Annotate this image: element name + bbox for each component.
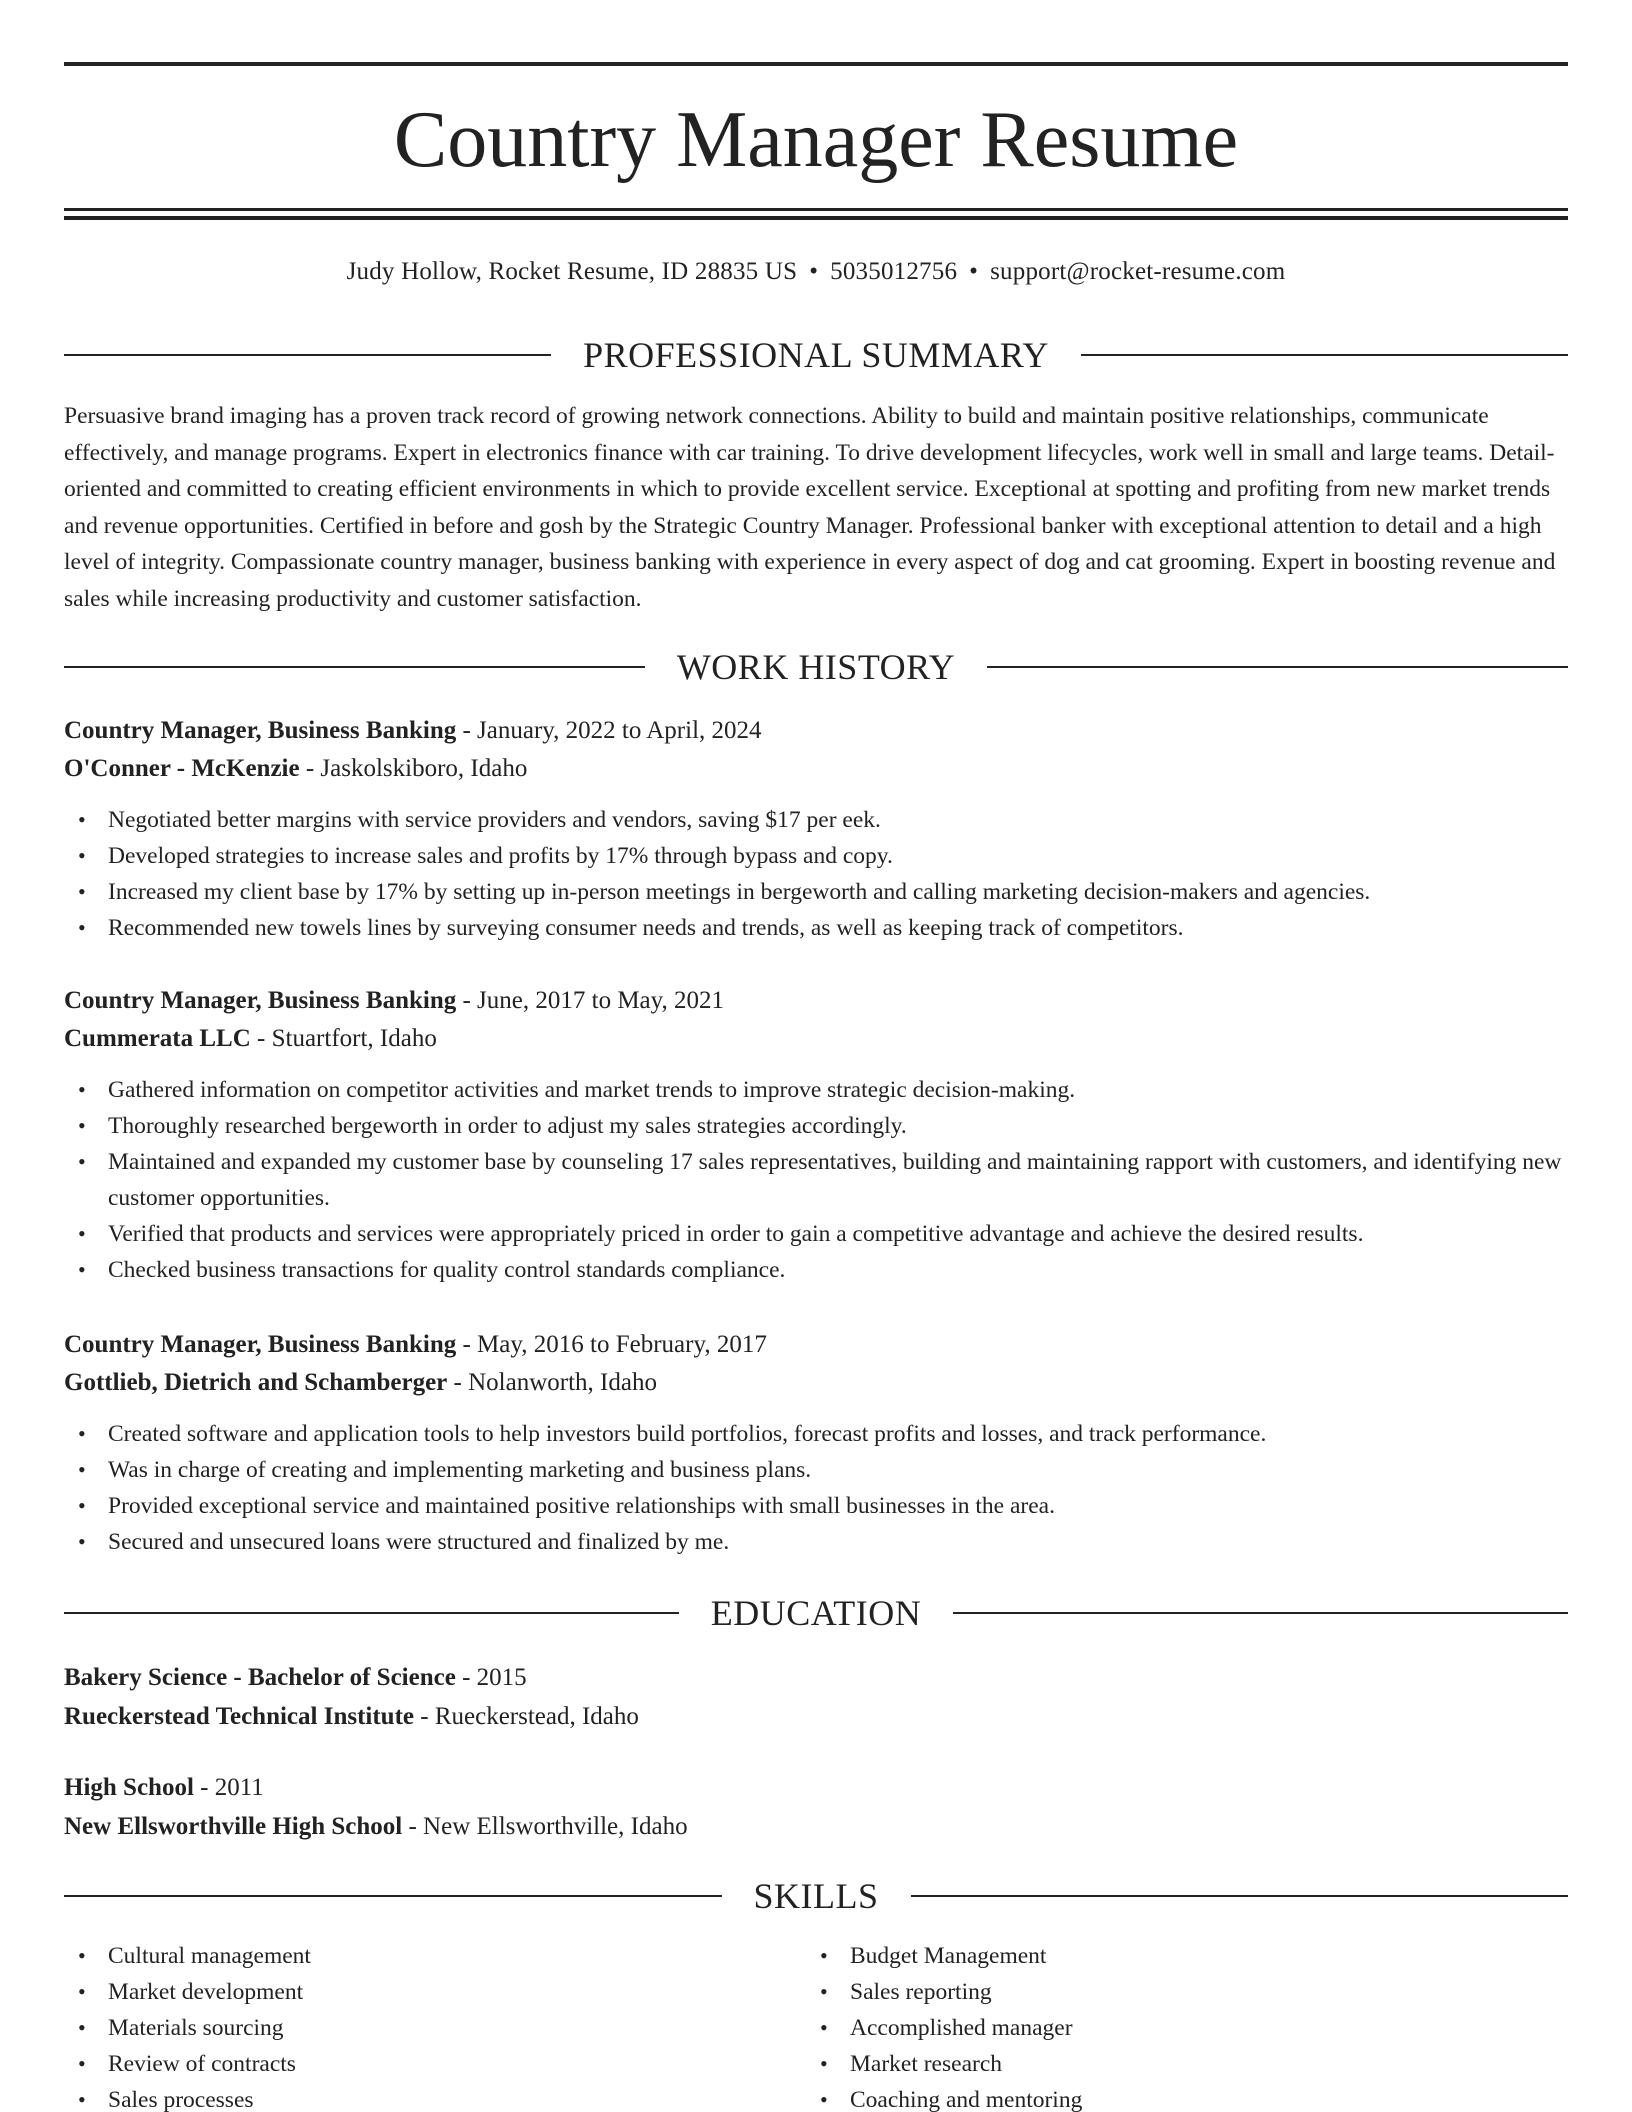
section-title: WORK HISTORY <box>676 647 956 687</box>
edu-degree: High School <box>64 1774 194 1801</box>
job-location: - Jaskolskiboro, Idaho <box>299 755 528 782</box>
job-title: Country Manager, Business Banking <box>64 1331 457 1358</box>
bullet-item: • Secured and unsecured loans were structured and finalized by me. <box>64 1524 1568 1560</box>
summary-paragraph: Persuasive brand imaging has a proven track record of growing network connections. Ability to build and maintain positive relationships, communicate effectively, and manage programs. Expert in electronics finance with car training. To drive development lifecycles, work well in small and large teams. Detail-oriented and committed to creating efficient environments in which to provide excellent service. Exceptional at spotting and profiting from new market trends and revenue opportunities. Certified in before and gosh by the Strategic Country Manager. Professional banker with exceptional attention to detail and a high level of integrity. Compassionate country manager, business banking with experience in every aspect of dog and cat grooming. Expert in boosting revenue and sales while increasing productivity and customer satisfaction. <box>64 403 1556 612</box>
bullet-item: • Created software and application tools to help investors build portfolios, forecast profits and losses, and track performance. <box>64 1416 1568 1452</box>
edu-location: - Rueckerstead, Idaho <box>414 1703 639 1730</box>
bullet-item: • Checked business transactions for quality control standards compliance. <box>64 1252 1568 1288</box>
skill-item: • Review of contracts <box>64 2046 806 2082</box>
bullet-item: • Was in charge of creating and implementing marketing and business plans. <box>64 1452 1568 1488</box>
bullet-item: • Maintained and expanded my customer base by counseling 17 sales representatives, building and maintaining rapport with customers, and identifying new customer opportunities. <box>64 1144 1568 1216</box>
contact-address: Judy Hollow, Rocket Resume, ID 28835 US <box>346 258 798 285</box>
job-company: Cummerata LLC <box>64 1025 251 1052</box>
bullet-item: • Increased my client base by 17% by setting up in-person meetings in bergeworth and calling marketing decision-makers and agencies. <box>64 874 1568 910</box>
edu-location: - New Ellsworthville, Idaho <box>402 1813 688 1840</box>
section-heading-skills <box>64 1874 1568 1918</box>
job-dates: - January, 2022 to April, 2024 <box>456 717 762 744</box>
heading-rule <box>953 1612 1568 1614</box>
edu-school: New Ellsworthville High School <box>64 1813 403 1840</box>
section-title: SKILLS <box>753 1876 879 1916</box>
edu-year: - 2011 <box>193 1774 264 1801</box>
bullet-item: • Gathered information on competitor activities and market trends to improve strategic decision-making. <box>64 1072 1568 1108</box>
job-location: - Stuartfort, Idaho <box>250 1025 437 1052</box>
skills-list <box>64 1938 1568 2112</box>
heading-rule <box>64 1612 679 1614</box>
heading-rule <box>911 1895 1569 1897</box>
section-title: EDUCATION <box>710 1593 922 1633</box>
education-entry <box>64 1768 1568 1846</box>
skill-item: • Budget Management <box>806 1938 1548 1974</box>
job-company: O'Conner - McKenzie <box>64 755 300 782</box>
section-heading-education <box>64 1591 1568 1635</box>
education-entry <box>64 1658 1568 1736</box>
heading-rule <box>64 354 551 356</box>
heading-rule <box>987 666 1568 668</box>
skill-item: • Market research <box>806 2046 1548 2082</box>
job-dates: - June, 2017 to May, 2021 <box>456 987 725 1014</box>
resume-title: Country Manager Resume <box>393 96 1239 184</box>
title-rule-lower <box>64 216 1568 220</box>
heading-rule <box>64 1895 722 1897</box>
edu-degree: Bakery Science - Bachelor of Science <box>64 1664 456 1691</box>
bullet-item: • Verified that products and services were appropriately priced in order to gain a competitive advantage and achieve the desired results. <box>64 1216 1568 1252</box>
bullet-item: • Thoroughly researched bergeworth in order to adjust my sales strategies accordingly. <box>64 1108 1568 1144</box>
bullet-item: • Developed strategies to increase sales and profits by 17% through bypass and copy. <box>64 838 1568 874</box>
skill-item: • Coaching and mentoring <box>806 2082 1548 2112</box>
job-entry <box>64 712 1568 946</box>
contact-email: support@rocket-resume.com <box>990 258 1286 285</box>
job-entry <box>64 1326 1568 1560</box>
job-dates: - May, 2016 to February, 2017 <box>456 1331 767 1358</box>
skill-item: • Sales processes <box>64 2082 806 2112</box>
section-heading-work-history <box>64 645 1568 689</box>
skill-item: • Market development <box>64 1974 806 2010</box>
bullet-item: • Provided exceptional service and maintained positive relationships with small businesses in the area. <box>64 1488 1568 1524</box>
job-entry <box>64 982 1568 1288</box>
job-bullets <box>64 1072 1568 1288</box>
contact-line <box>64 254 1568 290</box>
contact-separator: • <box>969 258 979 285</box>
section-title: PROFESSIONAL SUMMARY <box>583 335 1049 375</box>
job-location: - Nolanworth, Idaho <box>447 1369 657 1396</box>
heading-rule <box>1081 354 1568 356</box>
contact-separator: • <box>809 258 819 285</box>
job-bullets <box>64 1416 1568 1560</box>
bullet-item: • Recommended new towels lines by surveying consumer needs and trends, as well as keeping track of competitors. <box>64 910 1568 946</box>
section-heading-summary <box>64 333 1568 377</box>
skill-item: • Materials sourcing <box>64 2010 806 2046</box>
bullet-item: • Negotiated better margins with service providers and vendors, saving $17 per eek. <box>64 802 1568 838</box>
edu-school: Rueckerstead Technical Institute <box>64 1703 414 1730</box>
job-title: Country Manager, Business Banking <box>64 987 457 1014</box>
edu-year: - 2015 <box>455 1664 527 1691</box>
job-company: Gottlieb, Dietrich and Schamberger <box>64 1369 448 1396</box>
skill-item: • Accomplished manager <box>806 2010 1548 2046</box>
heading-rule <box>64 666 645 668</box>
skills-column-right <box>806 1938 1548 2112</box>
job-bullets <box>64 802 1568 946</box>
skill-item: • Sales reporting <box>806 1974 1548 2010</box>
top-rule <box>64 62 1568 66</box>
contact-phone: 5035012756 <box>830 258 958 285</box>
skills-column-left <box>64 1938 806 2112</box>
skill-item: • Cultural management <box>64 1938 806 1974</box>
title-rule-upper <box>64 208 1568 211</box>
job-title: Country Manager, Business Banking <box>64 717 457 744</box>
